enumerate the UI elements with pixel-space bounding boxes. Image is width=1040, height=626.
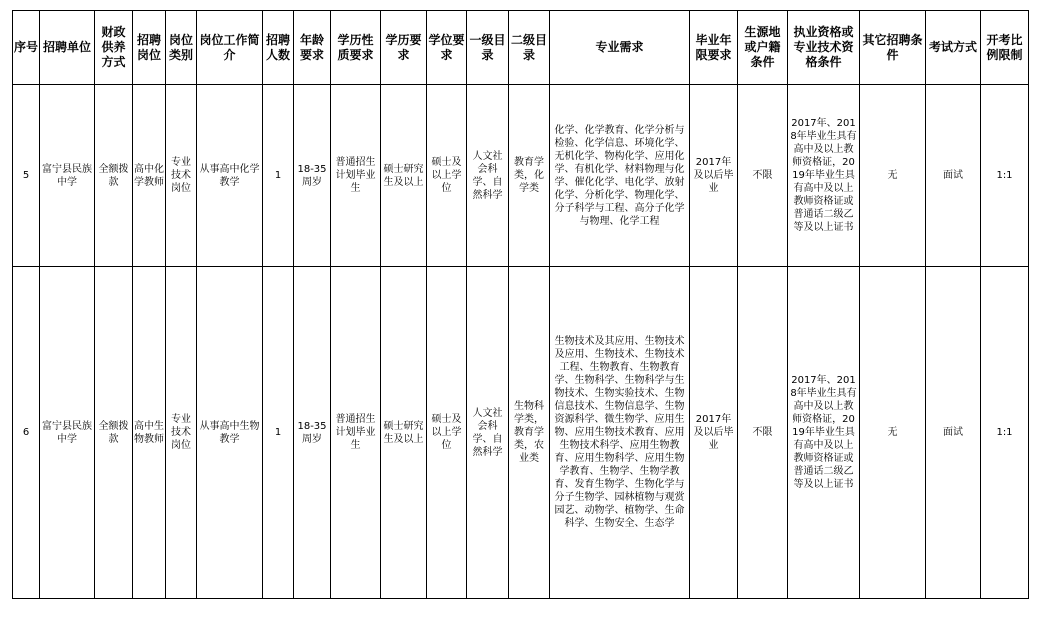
cell-other: 无 (860, 267, 926, 599)
cell-major: 生物技术及其应用、生物技术及应用、生物技术、生物技术工程、生物教育、生物教育学、生物科学、生物科学与生物技术、生物实验技术、生物信息技术、生物信息学、生物资源科学、微生物学、应用生物、应用生物技术教育、应用生物技术科学、应用生物教育、应用生物科学、应用生物学教育、生物学、生物学教育、发育生物学、生物化学与分子生物学、园林植物与观赏园艺、动物学、植物学、生命科学、生物安全、生态学 (550, 267, 690, 599)
cell-other: 无 (860, 85, 926, 267)
header-degree: 学位要求 (427, 11, 467, 85)
cell-funding: 全额拨款 (95, 85, 133, 267)
cell-intro: 从事高中生物教学 (197, 267, 263, 599)
cell-edu: 硕士研究生及以上 (381, 267, 427, 599)
table-row (13, 267, 1029, 599)
cell-category: 专业技术岗位 (166, 85, 197, 267)
header-qualification: 执业资格或专业技术资格条件 (788, 11, 860, 85)
cell-origin: 不限 (738, 85, 788, 267)
cell-degree: 硕士及以上学位 (427, 267, 467, 599)
header-origin: 生源地或户籍条件 (738, 11, 788, 85)
cell-dir2: 教育学类，化学类 (509, 85, 550, 267)
cell-grad-year: 2017年及以后毕业 (690, 85, 738, 267)
cell-dir2: 生物科学类，教育学类，农业类 (509, 267, 550, 599)
cell-edu-nature: 普通招生计划毕业生 (331, 85, 381, 267)
table-row (13, 85, 1029, 267)
cell-age: 18-35周岁 (294, 267, 331, 599)
cell-unit: 富宁县民族中学 (40, 85, 95, 267)
cell-exam: 面试 (926, 85, 981, 267)
cell-unit: 富宁县民族中学 (40, 267, 95, 599)
cell-edu: 硕士研究生及以上 (381, 85, 427, 267)
header-other: 其它招聘条件 (860, 11, 926, 85)
header-major: 专业需求 (550, 11, 690, 85)
cell-exam: 面试 (926, 267, 981, 599)
header-grad-year: 毕业年限要求 (690, 11, 738, 85)
cell-ratio: 1:1 (981, 267, 1029, 599)
cell-major: 化学、化学教育、化学分析与检验、化学信息、环境化学、无机化学、物构化学、应用化学、有机化学、材料物理与化学、催化化学、电化学、放射化学、分析化学、物理化学、分子科学与工程、高分子化学与物理、化学工程 (550, 85, 690, 267)
header-age: 年龄要求 (294, 11, 331, 85)
cell-funding: 全额拨款 (95, 267, 133, 599)
cell-qualification: 2017年、2018年毕业生具有高中及以上教师资格证，2019年毕业生具有高中及以上教师资格证或普通话二级乙等及以上证书 (788, 267, 860, 599)
recruitment-table (12, 10, 1029, 599)
header-position: 招聘岗位 (133, 11, 166, 85)
header-row (13, 11, 1029, 85)
cell-edu-nature: 普通招生计划毕业生 (331, 267, 381, 599)
header-edu: 学历要求 (381, 11, 427, 85)
header-edu-nature: 学历性质要求 (331, 11, 381, 85)
cell-count: 1 (263, 267, 294, 599)
cell-dir1: 人文社会科学、自然科学 (467, 85, 509, 267)
header-seq: 序号 (13, 11, 40, 85)
header-dir1: 一级目录 (467, 11, 509, 85)
cell-seq: 6 (13, 267, 40, 599)
cell-count: 1 (263, 85, 294, 267)
header-intro: 岗位工作简介 (197, 11, 263, 85)
cell-age: 18-35周岁 (294, 85, 331, 267)
cell-dir1: 人文社会科学、自然科学 (467, 267, 509, 599)
cell-origin: 不限 (738, 267, 788, 599)
cell-category: 专业技术岗位 (166, 267, 197, 599)
header-exam: 考试方式 (926, 11, 981, 85)
header-funding: 财政供养方式 (95, 11, 133, 85)
cell-qualification: 2017年、2018年毕业生具有高中及以上教师资格证，2019年毕业生具有高中及以上教师资格证或普通话二级乙等及以上证书 (788, 85, 860, 267)
header-dir2: 二级目录 (509, 11, 550, 85)
cell-ratio: 1:1 (981, 85, 1029, 267)
cell-grad-year: 2017年及以后毕业 (690, 267, 738, 599)
cell-position: 高中生物教师 (133, 267, 166, 599)
header-count: 招聘人数 (263, 11, 294, 85)
header-category: 岗位类别 (166, 11, 197, 85)
cell-position: 高中化学教师 (133, 85, 166, 267)
cell-degree: 硕士及以上学位 (427, 85, 467, 267)
header-ratio: 开考比例限制 (981, 11, 1029, 85)
header-unit: 招聘单位 (40, 11, 95, 85)
cell-intro: 从事高中化学教学 (197, 85, 263, 267)
cell-seq: 5 (13, 85, 40, 267)
